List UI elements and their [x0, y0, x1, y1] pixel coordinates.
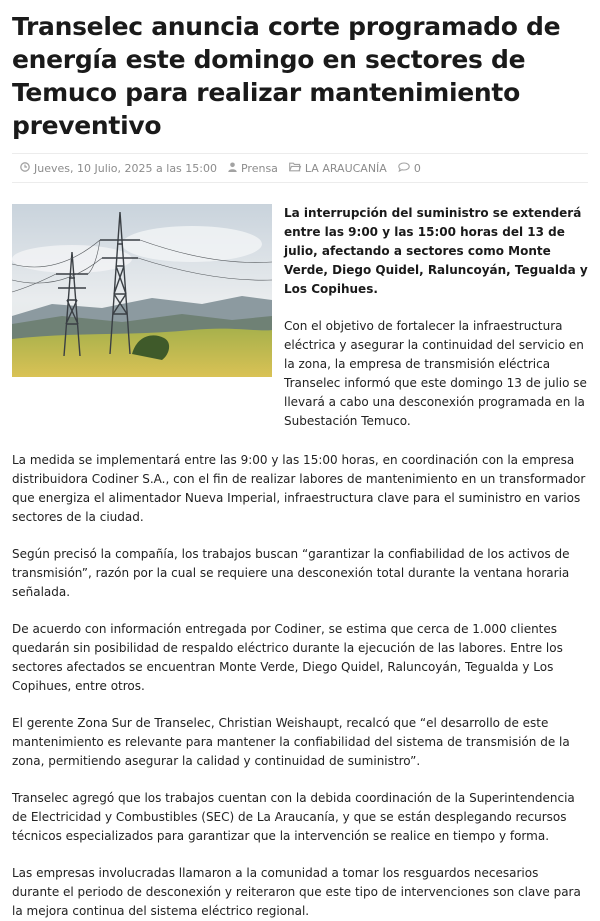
article-paragraphs [12, 451, 588, 921]
folder-icon [289, 162, 301, 175]
paragraph-3: Según precisó la compañía, los trabajos buscan “garantizar la confiabilidad de los activos de transmisión”, razón por la cual se requiere una desconexión total durante la ventana horaria señalada. [12, 547, 570, 599]
article-body [12, 204, 588, 921]
comment-icon [398, 162, 410, 175]
paragraph-2: La medida se implementará entre las 9:00 y las 15:00 horas, en coordinación con la empresa distribuidora Codiner S.A., con el fin de realizar labores de mantenimiento en un transformador que energiza el alimentador Nueva Imperial, infraestructura clave para el suministro en varios sectores de la ciudad. [12, 453, 586, 524]
paragraph-7: Las empresas involucradas llamaron a la comunidad a tomar los resguardos necesarios durante el periodo de desconexión y reiteraron que este tipo de intervenciones son clave para la mejora continua del sistema eléctrico regional. [12, 866, 581, 918]
lead-section [12, 204, 588, 431]
meta-author-text: Prensa [240, 161, 278, 175]
meta-comments[interactable] [398, 162, 421, 175]
meta-date-text: Jueves, 10 Julio, 2025 a las 15:00 [34, 161, 217, 175]
user-icon [228, 162, 237, 175]
article-title: Transelec anuncia corte programado de energía este domingo en sectores de Temuco para realizar mantenimiento preventivo [12, 12, 561, 140]
paragraph-1: Con el objetivo de fortalecer la infraestructura eléctrica y asegurar la continuidad del servicio en la zona, la empresa de transmisión eléctrica Transelec informó que este domingo 13 de julio se llevará a cabo una desconexión programada en la Subestación Temuco. [284, 319, 587, 428]
meta-author [228, 162, 278, 175]
article-meta [12, 153, 588, 183]
clock-icon [20, 162, 30, 175]
meta-date [20, 162, 217, 175]
article-photo [12, 204, 272, 377]
meta-category-link[interactable]: LA ARAUCANÍA [304, 161, 387, 175]
lead-summary: La interrupción del suministro se extenderá entre las 9:00 y las 15:00 horas del 13 de julio, afectando a sectores como Monte Verde, Diego Quidel, Raluncoyán, Tegualda y Los Copihues. [284, 206, 588, 296]
paragraph-5: El gerente Zona Sur de Transelec, Christian Weishaupt, recalcó que “el desarrollo de este mantenimiento es relevante para mantener la confiabilidad del sistema de transmisión de la zona, permitiendo asegurar la calidad y continuidad de suministro”. [12, 716, 570, 768]
lead-text [284, 204, 588, 431]
paragraph-4: De acuerdo con información entregada por Codiner, se estima que cerca de 1.000 clientes quedarán sin posibilidad de respaldo eléctrico durante la ejecución de las labores. Entre los sectores afectados se encuentran Monte Verde, Diego Quidel, Raluncoyán, Tegualda y Los Copihues, entre otros. [12, 622, 563, 693]
meta-category [289, 162, 387, 175]
meta-comments-count: 0 [413, 161, 421, 175]
article-page [0, 10, 600, 918]
paragraph-6: Transelec agregó que los trabajos cuentan con la debida coordinación de la Superintendencia de Electricidad y Combustibles (SEC) de La Araucanía, y que se están desplegando recursos técnicos especializados para garantizar que la intervención se realice en tiempo y forma. [12, 791, 575, 843]
